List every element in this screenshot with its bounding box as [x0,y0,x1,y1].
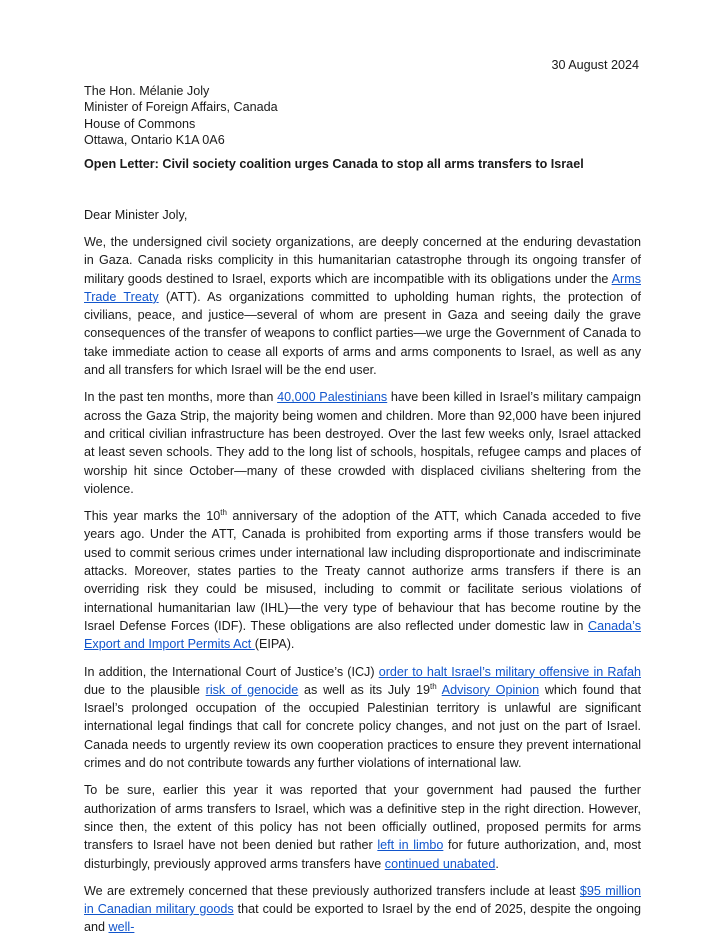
link-advisory-opinion[interactable]: Advisory Opinion [441,682,540,697]
link-continued-unabated[interactable]: continued unabated [384,856,496,871]
recipient-office: House of Commons [84,116,196,131]
recipient-city: Ottawa, Ontario K1A 0A6 [84,133,225,148]
recipient-address [84,83,278,149]
link-risk-of-genocide[interactable]: risk of genocide [205,682,299,697]
letter-date: 30 August 2024 [551,58,639,72]
link-left-in-limbo[interactable]: left in limbo [377,838,444,853]
salutation: Dear Minister Joly, [84,208,188,222]
letter-body [84,233,641,946]
link-95-million[interactable]: $95 million in Canadian military goods [84,883,641,917]
letter-subject: Open Letter: Civil society coalition urges Canada to stop all arms transfers to Israel [84,157,584,171]
paragraph-6: We are extremely concerned that these previously authorized transfers include at least $95 million in Canadian military goods that could be exported to Israel by the end of 2025, despite the ongoing and well- [84,883,641,935]
paragraph-2: In the past ten months, more than 40,000 Palestinians have been killed in Israel’s military campaign across the Gaza Strip, the majority being women and children. More than 92,000 have been injured and critical civilian infrastructure has been destroyed. Over the last few weeks only, Israel attacked at least seven schools. They add to the long list of schools, hospitals, refugee camps and places of worship hit since October—many of these crowded with displaced civilians sheltering from the violence. [84,390,641,496]
link-arms-trade-treaty[interactable]: Arms Trade Treaty [84,271,641,304]
recipient-name: The Hon. Mélanie Joly [84,84,210,98]
link-40000-palestinians[interactable]: 40,000 Palestinians [277,390,388,405]
link-export-import-permits-act[interactable]: Canada’s Export and Import Permits Act [84,618,641,652]
paragraph-4: In addition, the International Court of Justice’s (ICJ) order to halt Israel’s military offensive in Rafah due to the plausible risk of genocide as well as its July 19th Advisory Opinion which found that Israel’s prolonged occupation of the occupied Palestinian territory is unlawful are significant international legal findings that call for concrete policy changes, and not just on the part of Israel. Canada needs to urgently review its own cooperation practices to ensure they prevent international crimes and do not contribute towards any further violations of international law. [84,664,642,771]
paragraph-3: This year marks the 10th anniversary of the adoption of the ATT, which Canada acceded to five years ago. Under the ATT, Canada is prohibited from exporting arms if those transfers would be used to commit serious crimes under international law including disproportionate and indiscriminate attacks. Moreover, states parties to the Treaty cannot authorize arms transfers if there is an overriding risk they could be misused, including to commit or facilitate serious violations of international humanitarian law (IHL)—the very type of behaviour that has become routine by the Israel Defense Forces (IDF). These obligations are also reflected under domestic law in Canada’s Export and Import Permits Act (EIPA). [84,507,641,652]
link-icj-rafah-order[interactable]: order to halt Israel’s military offensive in Rafah [378,664,641,679]
paragraph-5: To be sure, earlier this year it was reported that your government had paused the further authorization of arms transfers to Israel, which was a definitive step in the right direction. However, since then, the extent of this policy has not been officially outlined, proposed permits for arms transfers to Israel have not been denied but rather left in limbo for future authorization, and, most disturbingly, previously approved arms transfers have continued unabated. [84,783,641,871]
paragraph-1: We, the undersigned civil society organizations, are deeply concerned at the enduring devastation in Gaza. Canada risks complicity in this humanitarian catastrophe through its ongoing transfer of military goods destined to Israel, exports which are incompatible with its obligations under the Arms Trade Treaty (ATT). As organizations committed to upholding human rights, the protection of civilians, peace, and justice—several of whom are present in Gaza and seeing daily the grave consequences of the transfer of weapons to conflict parties—we urge the Government of Canada to take immediate action to cease all exports of arms and arms components to Israel, as well as any and all transfers for which Israel will be the end user. [84,235,641,378]
recipient-title: Minister of Foreign Affairs, Canada [84,100,278,115]
link-well-documented[interactable]: well- [108,920,135,935]
